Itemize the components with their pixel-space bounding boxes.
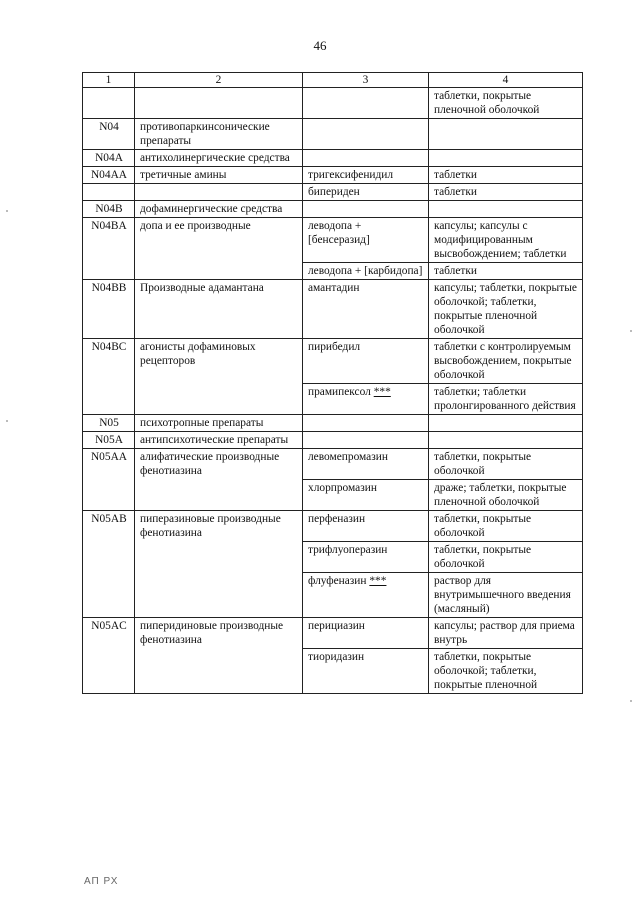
drug-table (82, 72, 583, 694)
drug-cell (303, 573, 429, 618)
dosage-form-cell (429, 201, 583, 218)
drug-cell: амантадин (303, 280, 429, 339)
dosage-form-cell: таблетки (429, 184, 583, 201)
scan-artifact (630, 330, 632, 332)
table-row (83, 432, 583, 449)
column-header-3: 3 (303, 73, 429, 88)
atc-code-cell: N04 (83, 119, 135, 150)
group-cell (135, 184, 303, 201)
scan-artifact (6, 420, 8, 422)
atc-code-cell: N04B (83, 201, 135, 218)
dosage-form-cell (429, 150, 583, 167)
drug-cell: пирибедил (303, 339, 429, 384)
dosage-form-cell: таблетки с контролируемым высвобождением, покрытые оболочкой (429, 339, 583, 384)
table-row (83, 184, 583, 201)
group-cell: агонисты дофаминовых рецепторов (135, 339, 303, 415)
atc-code-cell (83, 88, 135, 119)
table-row (83, 88, 583, 119)
dosage-form-cell: драже; таблетки, покрытые пленочной оболочкой (429, 480, 583, 511)
group-cell: алифатические производные фенотиазина (135, 449, 303, 511)
dosage-form-cell: капсулы; раствор для приема внутрь (429, 618, 583, 649)
table-row (83, 280, 583, 339)
atc-code-cell (83, 184, 135, 201)
drug-cell (303, 384, 429, 415)
atc-code-cell: N05A (83, 432, 135, 449)
drug-name: прамипексол (308, 386, 371, 398)
dosage-form-cell: таблетки (429, 263, 583, 280)
drug-cell: леводопа + [карбидопа] (303, 263, 429, 280)
drug-cell: тригексифенидил (303, 167, 429, 184)
drug-cell (303, 415, 429, 432)
scan-artifact (630, 700, 632, 702)
dosage-form-cell: таблетки, покрытые пленочной оболочкой (429, 88, 583, 119)
group-cell: Производные адамантана (135, 280, 303, 339)
dosage-form-cell: капсулы; таблетки, покрытые оболочкой; таблетки, покрытые пленочной оболочкой (429, 280, 583, 339)
atc-code-cell: N04AA (83, 167, 135, 184)
dosage-form-cell: таблетки; таблетки пролонгированного действия (429, 384, 583, 415)
page-number: 46 (313, 38, 327, 53)
column-header-4: 4 (429, 73, 583, 88)
table-row (83, 449, 583, 480)
table-row (83, 167, 583, 184)
footer-stamp: АП РХ (84, 876, 119, 887)
drug-cell: леводопа + [бенсеразид] (303, 218, 429, 263)
dosage-form-cell: таблетки, покрытые оболочкой; таблетки, покрытые пленочной (429, 649, 583, 694)
dosage-form-cell: капсулы; капсулы с модифицированным высвобождением; таблетки (429, 218, 583, 263)
group-cell: антихолинергические средства (135, 150, 303, 167)
table-row (83, 618, 583, 649)
table-row (83, 218, 583, 263)
group-cell: противопаркинсонические препараты (135, 119, 303, 150)
drug-cell: трифлуоперазин (303, 542, 429, 573)
drug-cell (303, 201, 429, 218)
dosage-form-cell (429, 415, 583, 432)
dosage-form-cell: таблетки, покрытые оболочкой (429, 542, 583, 573)
group-cell: психотропные препараты (135, 415, 303, 432)
drug-cell (303, 88, 429, 119)
group-cell: пиперазиновые производные фенотиазина (135, 511, 303, 618)
atc-code-cell: N04BB (83, 280, 135, 339)
header-row (83, 73, 583, 88)
dosage-form-cell: таблетки, покрытые оболочкой (429, 449, 583, 480)
drug-cell: тиоридазин (303, 649, 429, 694)
footnote-mark: *** (369, 575, 387, 587)
table-row (83, 150, 583, 167)
table-row (83, 339, 583, 384)
drug-cell: перфеназин (303, 511, 429, 542)
dosage-form-cell (429, 432, 583, 449)
atc-code-cell: N04BC (83, 339, 135, 415)
group-cell: дофаминергические средства (135, 201, 303, 218)
scan-artifact (6, 210, 8, 212)
group-cell: третичные амины (135, 167, 303, 184)
table-row (83, 511, 583, 542)
column-header-1: 1 (83, 73, 135, 88)
dosage-form-cell: таблетки, покрытые оболочкой (429, 511, 583, 542)
atc-code-cell: N05AB (83, 511, 135, 618)
dosage-form-cell (429, 119, 583, 150)
drug-cell: бипериден (303, 184, 429, 201)
table-row (83, 415, 583, 432)
atc-code-cell: N05AA (83, 449, 135, 511)
atc-code-cell: N05AC (83, 618, 135, 694)
atc-code-cell: N04A (83, 150, 135, 167)
footnote-mark: *** (373, 386, 391, 398)
drug-cell: перициазин (303, 618, 429, 649)
drug-name: флуфеназин (308, 575, 367, 587)
drug-cell: хлорпромазин (303, 480, 429, 511)
group-cell: допа и ее производные (135, 218, 303, 280)
column-header-2: 2 (135, 73, 303, 88)
drug-cell: левомепромазин (303, 449, 429, 480)
atc-code-cell: N04BA (83, 218, 135, 280)
group-cell (135, 88, 303, 119)
group-cell: пиперидиновые производные фенотиазина (135, 618, 303, 694)
drug-cell (303, 432, 429, 449)
dosage-form-cell: таблетки (429, 167, 583, 184)
atc-code-cell: N05 (83, 415, 135, 432)
table-row (83, 201, 583, 218)
group-cell: антипсихотические препараты (135, 432, 303, 449)
dosage-form-cell: раствор для внутримышечного введения (масляный) (429, 573, 583, 618)
table-row (83, 119, 583, 150)
drug-cell (303, 150, 429, 167)
drug-cell (303, 119, 429, 150)
